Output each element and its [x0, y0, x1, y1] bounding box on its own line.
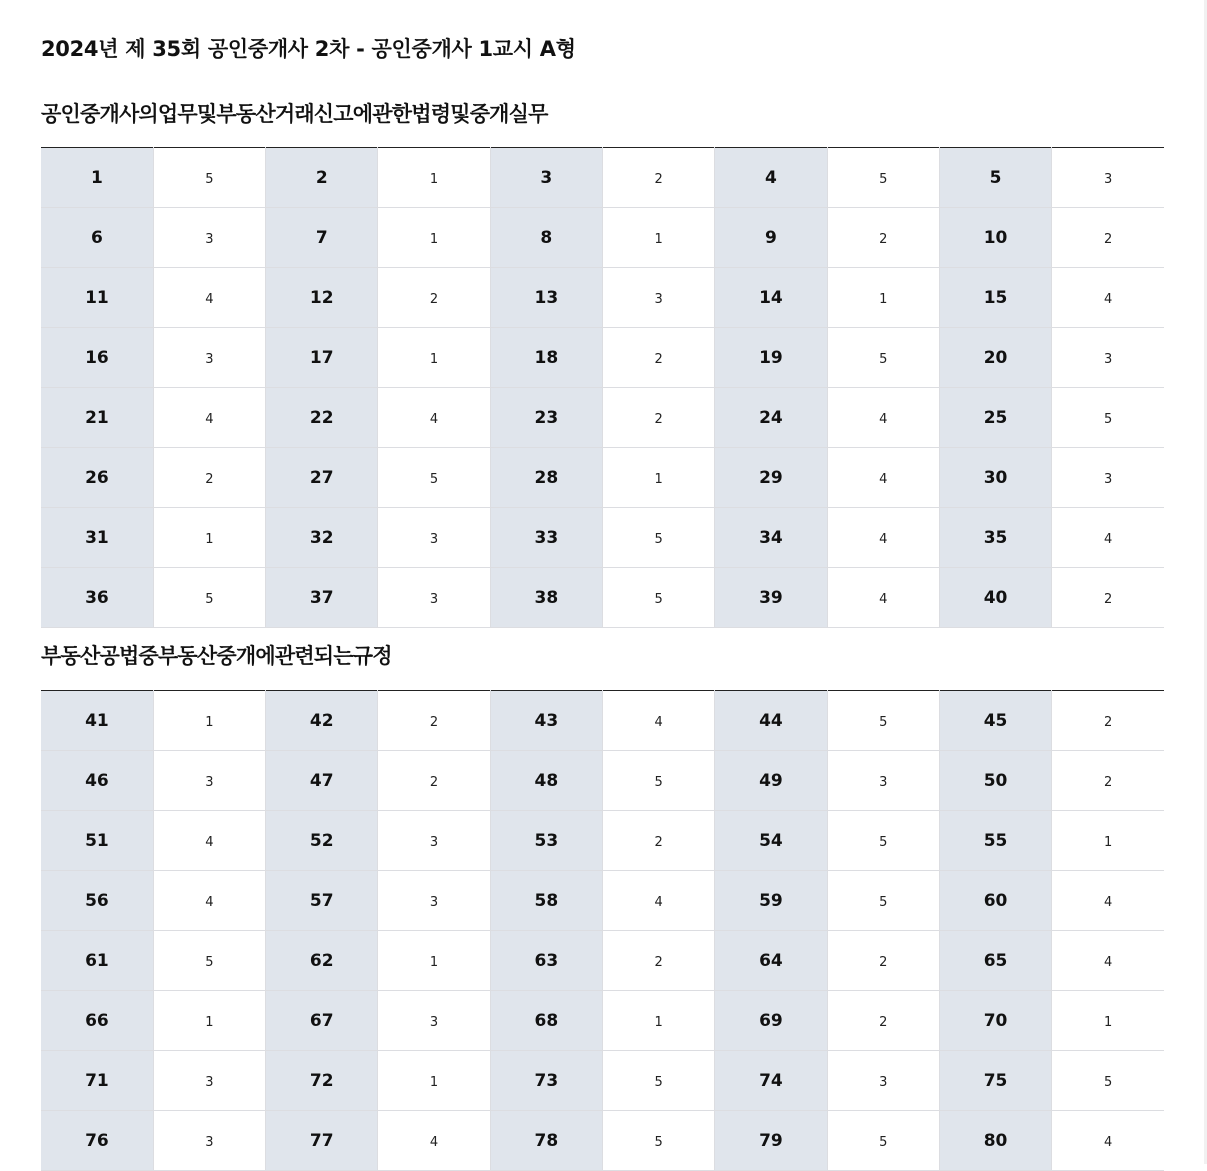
answer-table-body: [41, 148, 1164, 628]
question-number: 42: [266, 691, 378, 751]
answer-value: 2: [1052, 568, 1164, 628]
answer-value: 3: [1052, 448, 1164, 508]
question-number: 52: [266, 811, 378, 871]
answer-value: 4: [827, 508, 939, 568]
answer-value: 5: [827, 328, 939, 388]
answer-value: 2: [602, 931, 714, 991]
section-title: 부동산공법중부동산중개에관련되는규정: [41, 644, 392, 668]
answer-value: 1: [602, 448, 714, 508]
answer-value: 4: [153, 871, 265, 931]
question-number: 34: [715, 508, 827, 568]
question-number: 11: [41, 268, 153, 328]
answer-table: [41, 690, 1164, 1171]
answer-value: 3: [153, 208, 265, 268]
answer-table: [41, 147, 1164, 628]
question-number: 23: [490, 388, 602, 448]
answer-value: 4: [378, 388, 490, 448]
question-number: 2: [266, 148, 378, 208]
question-number: 77: [266, 1111, 378, 1171]
table-row: [41, 931, 1164, 991]
question-number: 20: [939, 328, 1051, 388]
answer-value: 4: [1052, 871, 1164, 931]
question-number: 80: [939, 1111, 1051, 1171]
question-number: 14: [715, 268, 827, 328]
question-number: 63: [490, 931, 602, 991]
answer-value: 2: [1052, 691, 1164, 751]
question-number: 50: [939, 751, 1051, 811]
question-number: 44: [715, 691, 827, 751]
question-number: 13: [490, 268, 602, 328]
question-number: 8: [490, 208, 602, 268]
question-number: 72: [266, 1051, 378, 1111]
answer-value: 4: [602, 691, 714, 751]
answer-value: 4: [1052, 268, 1164, 328]
question-number: 26: [41, 448, 153, 508]
question-number: 45: [939, 691, 1051, 751]
answer-value: 5: [378, 448, 490, 508]
question-number: 41: [41, 691, 153, 751]
question-number: 15: [939, 268, 1051, 328]
question-number: 38: [490, 568, 602, 628]
question-number: 79: [715, 1111, 827, 1171]
question-number: 75: [939, 1051, 1051, 1111]
answer-value: 1: [378, 208, 490, 268]
answer-value: 3: [153, 751, 265, 811]
question-number: 73: [490, 1051, 602, 1111]
question-number: 66: [41, 991, 153, 1051]
answer-value: 5: [827, 691, 939, 751]
table-row: [41, 148, 1164, 208]
answer-value: 4: [827, 388, 939, 448]
question-number: 57: [266, 871, 378, 931]
question-number: 35: [939, 508, 1051, 568]
question-number: 18: [490, 328, 602, 388]
question-number: 51: [41, 811, 153, 871]
question-number: 67: [266, 991, 378, 1051]
question-number: 17: [266, 328, 378, 388]
answer-value: 2: [378, 751, 490, 811]
question-number: 4: [715, 148, 827, 208]
question-number: 59: [715, 871, 827, 931]
table-row: [41, 448, 1164, 508]
answer-value: 1: [378, 148, 490, 208]
answer-value: 2: [1052, 751, 1164, 811]
question-number: 24: [715, 388, 827, 448]
answer-value: 2: [1052, 208, 1164, 268]
table-row: [41, 328, 1164, 388]
answer-value: 1: [602, 208, 714, 268]
question-number: 27: [266, 448, 378, 508]
question-number: 30: [939, 448, 1051, 508]
answer-value: 4: [827, 448, 939, 508]
answer-value: 4: [153, 811, 265, 871]
answer-value: 3: [153, 1111, 265, 1171]
answer-value: 3: [827, 1051, 939, 1111]
question-number: 70: [939, 991, 1051, 1051]
answer-value: 5: [602, 508, 714, 568]
question-number: 76: [41, 1111, 153, 1171]
answer-value: 1: [378, 931, 490, 991]
answer-value: 1: [153, 691, 265, 751]
section-title: 공인중개사의업무및부동산거래신고에관한법령및중개실무: [41, 102, 548, 126]
question-number: 53: [490, 811, 602, 871]
answer-value: 5: [827, 148, 939, 208]
answer-value: 5: [153, 568, 265, 628]
question-number: 74: [715, 1051, 827, 1111]
answer-value: 1: [153, 508, 265, 568]
question-number: 16: [41, 328, 153, 388]
question-number: 64: [715, 931, 827, 991]
answer-value: 2: [827, 991, 939, 1051]
answer-value: 5: [1052, 1051, 1164, 1111]
question-number: 55: [939, 811, 1051, 871]
answer-value: 1: [1052, 811, 1164, 871]
question-number: 71: [41, 1051, 153, 1111]
answer-value: 2: [827, 931, 939, 991]
answer-value: 1: [1052, 991, 1164, 1051]
answer-value: 1: [378, 328, 490, 388]
question-number: 31: [41, 508, 153, 568]
question-number: 1: [41, 148, 153, 208]
table-row: [41, 871, 1164, 931]
answer-value: 2: [378, 268, 490, 328]
answer-value: 5: [602, 751, 714, 811]
answer-value: 4: [153, 268, 265, 328]
answer-value: 3: [378, 568, 490, 628]
question-number: 25: [939, 388, 1051, 448]
question-number: 5: [939, 148, 1051, 208]
answer-value: 2: [602, 388, 714, 448]
question-number: 32: [266, 508, 378, 568]
answer-value: 3: [827, 751, 939, 811]
answer-value: 4: [378, 1111, 490, 1171]
answer-value: 4: [602, 871, 714, 931]
answer-table-body: [41, 691, 1164, 1171]
answer-value: 5: [827, 871, 939, 931]
answer-value: 5: [602, 1111, 714, 1171]
answer-value: 5: [153, 148, 265, 208]
question-number: 22: [266, 388, 378, 448]
question-number: 28: [490, 448, 602, 508]
answer-value: 2: [378, 691, 490, 751]
answer-value: 3: [378, 991, 490, 1051]
question-number: 58: [490, 871, 602, 931]
question-number: 46: [41, 751, 153, 811]
question-number: 6: [41, 208, 153, 268]
answer-value: 3: [153, 1051, 265, 1111]
question-number: 33: [490, 508, 602, 568]
answer-value: 5: [153, 931, 265, 991]
answer-value: 4: [153, 388, 265, 448]
answer-value: 1: [827, 268, 939, 328]
answer-value: 2: [602, 148, 714, 208]
question-number: 40: [939, 568, 1051, 628]
question-number: 12: [266, 268, 378, 328]
answer-value: 4: [1052, 508, 1164, 568]
table-row: [41, 751, 1164, 811]
question-number: 61: [41, 931, 153, 991]
question-number: 29: [715, 448, 827, 508]
question-number: 9: [715, 208, 827, 268]
page-title: 2024년 제 35회 공인중개사 2차 - 공인중개사 1교시 A형: [41, 37, 576, 61]
table-row: [41, 811, 1164, 871]
question-number: 60: [939, 871, 1051, 931]
answer-value: 4: [1052, 1111, 1164, 1171]
question-number: 62: [266, 931, 378, 991]
table-row: [41, 1111, 1164, 1171]
question-number: 48: [490, 751, 602, 811]
answer-value: 3: [378, 811, 490, 871]
table-row: [41, 268, 1164, 328]
answer-value: 5: [827, 1111, 939, 1171]
answer-value: 2: [827, 208, 939, 268]
answer-value: 3: [1052, 148, 1164, 208]
answer-value: 5: [602, 568, 714, 628]
question-number: 47: [266, 751, 378, 811]
question-number: 37: [266, 568, 378, 628]
answer-value: 1: [153, 991, 265, 1051]
answer-value: 2: [602, 328, 714, 388]
answer-value: 4: [827, 568, 939, 628]
answer-value: 5: [602, 1051, 714, 1111]
question-number: 10: [939, 208, 1051, 268]
question-number: 7: [266, 208, 378, 268]
answer-value: 3: [602, 268, 714, 328]
question-number: 54: [715, 811, 827, 871]
answer-value: 1: [602, 991, 714, 1051]
answer-value: 1: [378, 1051, 490, 1111]
table-row: [41, 1051, 1164, 1111]
answer-value: 5: [1052, 388, 1164, 448]
question-number: 69: [715, 991, 827, 1051]
question-number: 49: [715, 751, 827, 811]
answer-value: 2: [602, 811, 714, 871]
question-number: 68: [490, 991, 602, 1051]
table-row: [41, 208, 1164, 268]
table-row: [41, 388, 1164, 448]
question-number: 39: [715, 568, 827, 628]
answer-value: 2: [153, 448, 265, 508]
table-row: [41, 568, 1164, 628]
question-number: 78: [490, 1111, 602, 1171]
answer-value: 5: [827, 811, 939, 871]
table-row: [41, 991, 1164, 1051]
question-number: 65: [939, 931, 1051, 991]
question-number: 19: [715, 328, 827, 388]
question-number: 3: [490, 148, 602, 208]
answer-value: 4: [1052, 931, 1164, 991]
question-number: 43: [490, 691, 602, 751]
answer-value: 3: [378, 508, 490, 568]
question-number: 56: [41, 871, 153, 931]
question-number: 36: [41, 568, 153, 628]
question-number: 21: [41, 388, 153, 448]
table-row: [41, 508, 1164, 568]
answer-value: 3: [153, 328, 265, 388]
answer-value: 3: [378, 871, 490, 931]
answer-value: 3: [1052, 328, 1164, 388]
table-row: [41, 691, 1164, 751]
